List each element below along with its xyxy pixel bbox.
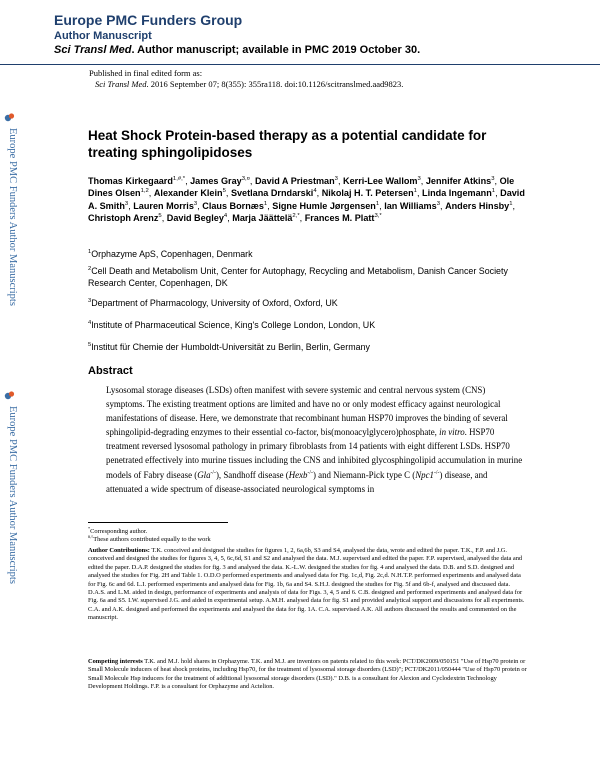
author-name: Alexander Klein <box>153 188 223 199</box>
abstract-text: Lysosomal storage diseases (LSDs) often manifest with severe systemic and central nervous system (CNS) symptoms. The existing treatment options are limited and have no or only modest efficacy against neurological manifestations of disease. Here, we demonstrate that recombinant human HSP70 improves the binding of several sphingolipid-degrading enzymes to their essential co-factor, bis(monoacylglycero)phosphate, in vitro. HSP70 treatment reversed lysosomal pathology in primary fibroblasts from 14 patients with eight different LSDs. HSP70 penetrated effectively into murine tissues including the CNS and inhibited glycosphingolipid accumulation in murine models of Fabry disease (Gla-/-), Sandhoff disease (Hexb-/-) and Niemann-Pick type C (Npc1-/-) disease, and attenuated a wide spectrum of disease-associated neurological symptoms in <box>106 385 523 494</box>
footnote-equal-contribution: #,¤These authors contributed equally to the work <box>88 533 211 543</box>
funders-group-title: Europe PMC Funders Group <box>54 12 243 28</box>
author-affiliation-marker: 3,* <box>374 213 382 220</box>
author-affiliation-marker: 3 <box>334 175 338 182</box>
author-affiliation-marker: 1 <box>509 200 513 207</box>
author-list: Thomas Kirkegaard$^{1,\#,*}$, James Gray$^{3,¤}$, David A Priestman$^3$, Kerri-Lee Wallom$^3$, Jennifer Atkins$^3$, Ole Dines Olsen$^{1,2}$, Alexander Klein$^5$, Svetlana Drndarski$^4$, Nikolaj H. T. Petersen$^1$, Linda Ingemann$^1$, David A. Smith$^3$, Lauren Morris$^3$, Claus Bornæs$^1$, Signe Humle Jørgensen$^1$, Ian Williams$^3$, Anders Hinsby$^1$, Christoph Arenz$^5$, David Begley$^4$, Marja Jäättelä$^{2,*}$, Frances M. Platt$^{3,*}$ <box>88 175 525 224</box>
author-affiliation-marker: 1,#,* <box>172 175 186 182</box>
author-name: Nikolaj H. T. Petersen <box>321 188 414 199</box>
affiliation-4: $^4$Institute of Pharmaceutical Science, King's College London, London, UK <box>88 320 376 330</box>
author-name: David A. Smith <box>88 188 525 211</box>
europe-pmc-logo-icon <box>4 112 15 123</box>
author-affiliation-marker: 3 <box>436 200 440 207</box>
author-affiliation-marker: 5 <box>222 188 226 195</box>
author-name: Ian Williams <box>384 200 437 211</box>
affiliation-1: $^1$Orphazyme ApS, Copenhagen, Denmark <box>88 249 253 259</box>
author-name: Lauren Morris <box>133 200 194 211</box>
author-affiliation-marker: 1 <box>263 200 268 207</box>
author-affiliation-marker: 3 <box>417 175 421 182</box>
abstract-heading: Abstract <box>88 365 133 377</box>
author-name: Anders Hinsby <box>445 200 510 211</box>
sidebar-watermark-1: Europe PMC Funders Author Manuscripts <box>7 128 18 306</box>
author-name: Jennifer Atkins <box>425 176 492 186</box>
author-name: Linda Ingemann <box>422 188 492 199</box>
author-name: David A Priestman <box>254 176 335 186</box>
author-affiliation-marker: 3 <box>193 200 198 207</box>
author-affiliation-marker: 5 <box>158 213 162 220</box>
affiliation-3: $^3$Department of Pharmacology, University of Oxford, Oxford, UK <box>88 298 338 308</box>
author-affiliation-marker: 3 <box>124 200 129 207</box>
author-name: Svetlana Drndarski <box>230 188 314 199</box>
author-name: Marja Jäättelä <box>232 213 293 224</box>
footnote-rule <box>88 522 228 523</box>
journal-availability-line: Sci Transl Med. Author manuscript; available in PMC 2019 October 30. <box>54 44 421 56</box>
published-note <box>89 68 403 90</box>
europe-pmc-logo-icon <box>4 390 15 401</box>
author-name: Ole Dines Olsen <box>88 176 515 199</box>
author-name: David Begley <box>166 213 224 224</box>
author-name: Kerri-Lee Wallom <box>343 176 418 186</box>
affiliation-5: $^5$Institut für Chemie der Humboldt-Universität zu Berlin, Berlin, Germany <box>88 342 370 352</box>
author-affiliation-marker: 1 <box>375 200 380 207</box>
competing-interests: Competing interests T.K. and M.J. hold shares in Orphazyme. T.K. and M.J. are inventors on patents related to this work: PCT/DK2009/050151 "Use of Hsp70 protein or Small Molecule inducers of heat shock proteins, including Hsp70, for the treatment of lysosomal storage disorders (LSD)"; PCT/DK2011/050444 "Use of Hsp70 protein or Small Molecule Hsp inducers for the treatment of additional lysosomal storage disorders (LSD)." D.B. is a consultant for Alexion and Cyclodextrin Technology Development Holdings. F.P. is a consultant for Orphazyme and Actelion. <box>88 658 527 691</box>
author-affiliation-marker: 1 <box>413 188 417 195</box>
author-name: Claus Bornæs <box>202 200 264 211</box>
author-affiliation-marker: 3,¤ <box>241 175 250 182</box>
author-name: Signe Humle Jørgensen <box>272 200 376 211</box>
author-affiliation-marker: 4 <box>223 213 228 220</box>
author-name: Christoph Arenz <box>88 213 159 224</box>
author-contributions: Author Contributions: T.K. conceived and designed the studies for figures 1, 2, 6a,6b, S3 and S4, analysed the data, wrote and edited the paper. T.K., F.P. and J.G. conceived and designed the studies for figures 3, 4, 5, 6c,6d, S1 and S2 and analysed the data. M.J. supervised and edited the paper. F.P. supervised, analysed the data and edited the paper. D.A.P. designed the studies for fig. 3 and analysed the data. K.-L.W. designed the studies for fig. 4 and analysed the data. D.B. and S.D. designed and analysed the studies for Fig. 2H and Table 1. O.D.O performed experiments and analysed data for Fig. 1c,d, Fig. 2c,d. N.H.T.P. performed experiments and analysed data for Fig. 6c and 6d. L.I. performed experiments and analysed data for Fig. 1b, 6a and S4. S.H.J. designed the studies for Fig. 5f and 6b-f, analysed and discussed data. D.A.S. and L.M. aided in design, performance of experiments and analysis of data for Figs. 3, 4, 5 and 6. C.B. designed and performed experiments and analysed data for Fig. 6a and S5. I.W. supervised J.G. and aided in experimental setup. A.M.H. analysed data for fig. S1 and provided analytical support and discussions for all experiments. C.A. and A.K. designed and performed the experiments and analysed the data for fig. 1A. C.A. supervised A.K. All authors discussed the results and commented on the manuscript. <box>88 547 525 622</box>
author-affiliation-marker: 1,2 <box>140 188 149 195</box>
author-affiliation-marker: 1 <box>491 188 496 195</box>
published-citation: Sci Transl Med. 2016 September 07; 8(355): 355ra118. doi:10.1126/scitranslmed.aad9823. <box>95 79 404 89</box>
affiliation-2: $^2$Cell Death and Metabolism Unit, Center for Autophagy, Recycling and Metabolism, Danish Cancer Society Research Center, Copenhagen, DK <box>88 266 508 289</box>
author-name: Thomas Kirkegaard <box>88 176 173 186</box>
header <box>0 0 600 64</box>
author-affiliation-marker: 2,* <box>292 213 300 220</box>
author-manuscript-label: Author Manuscript <box>54 30 152 42</box>
article-title: Heat Shock Protein-based therapy as a potential candidate for treating sphingolipidoses <box>88 128 487 160</box>
author-name: James Gray <box>190 176 242 186</box>
author-affiliation-marker: 3 <box>491 175 495 182</box>
footnote-corresponding: *Corresponding author. <box>88 525 148 535</box>
author-affiliation-marker: 4 <box>313 188 317 195</box>
author-name: Frances M. Platt <box>304 213 375 224</box>
sidebar-watermark-2: Europe PMC Funders Author Manuscripts <box>7 406 18 584</box>
published-label: Published in final edited form as: <box>89 68 203 78</box>
